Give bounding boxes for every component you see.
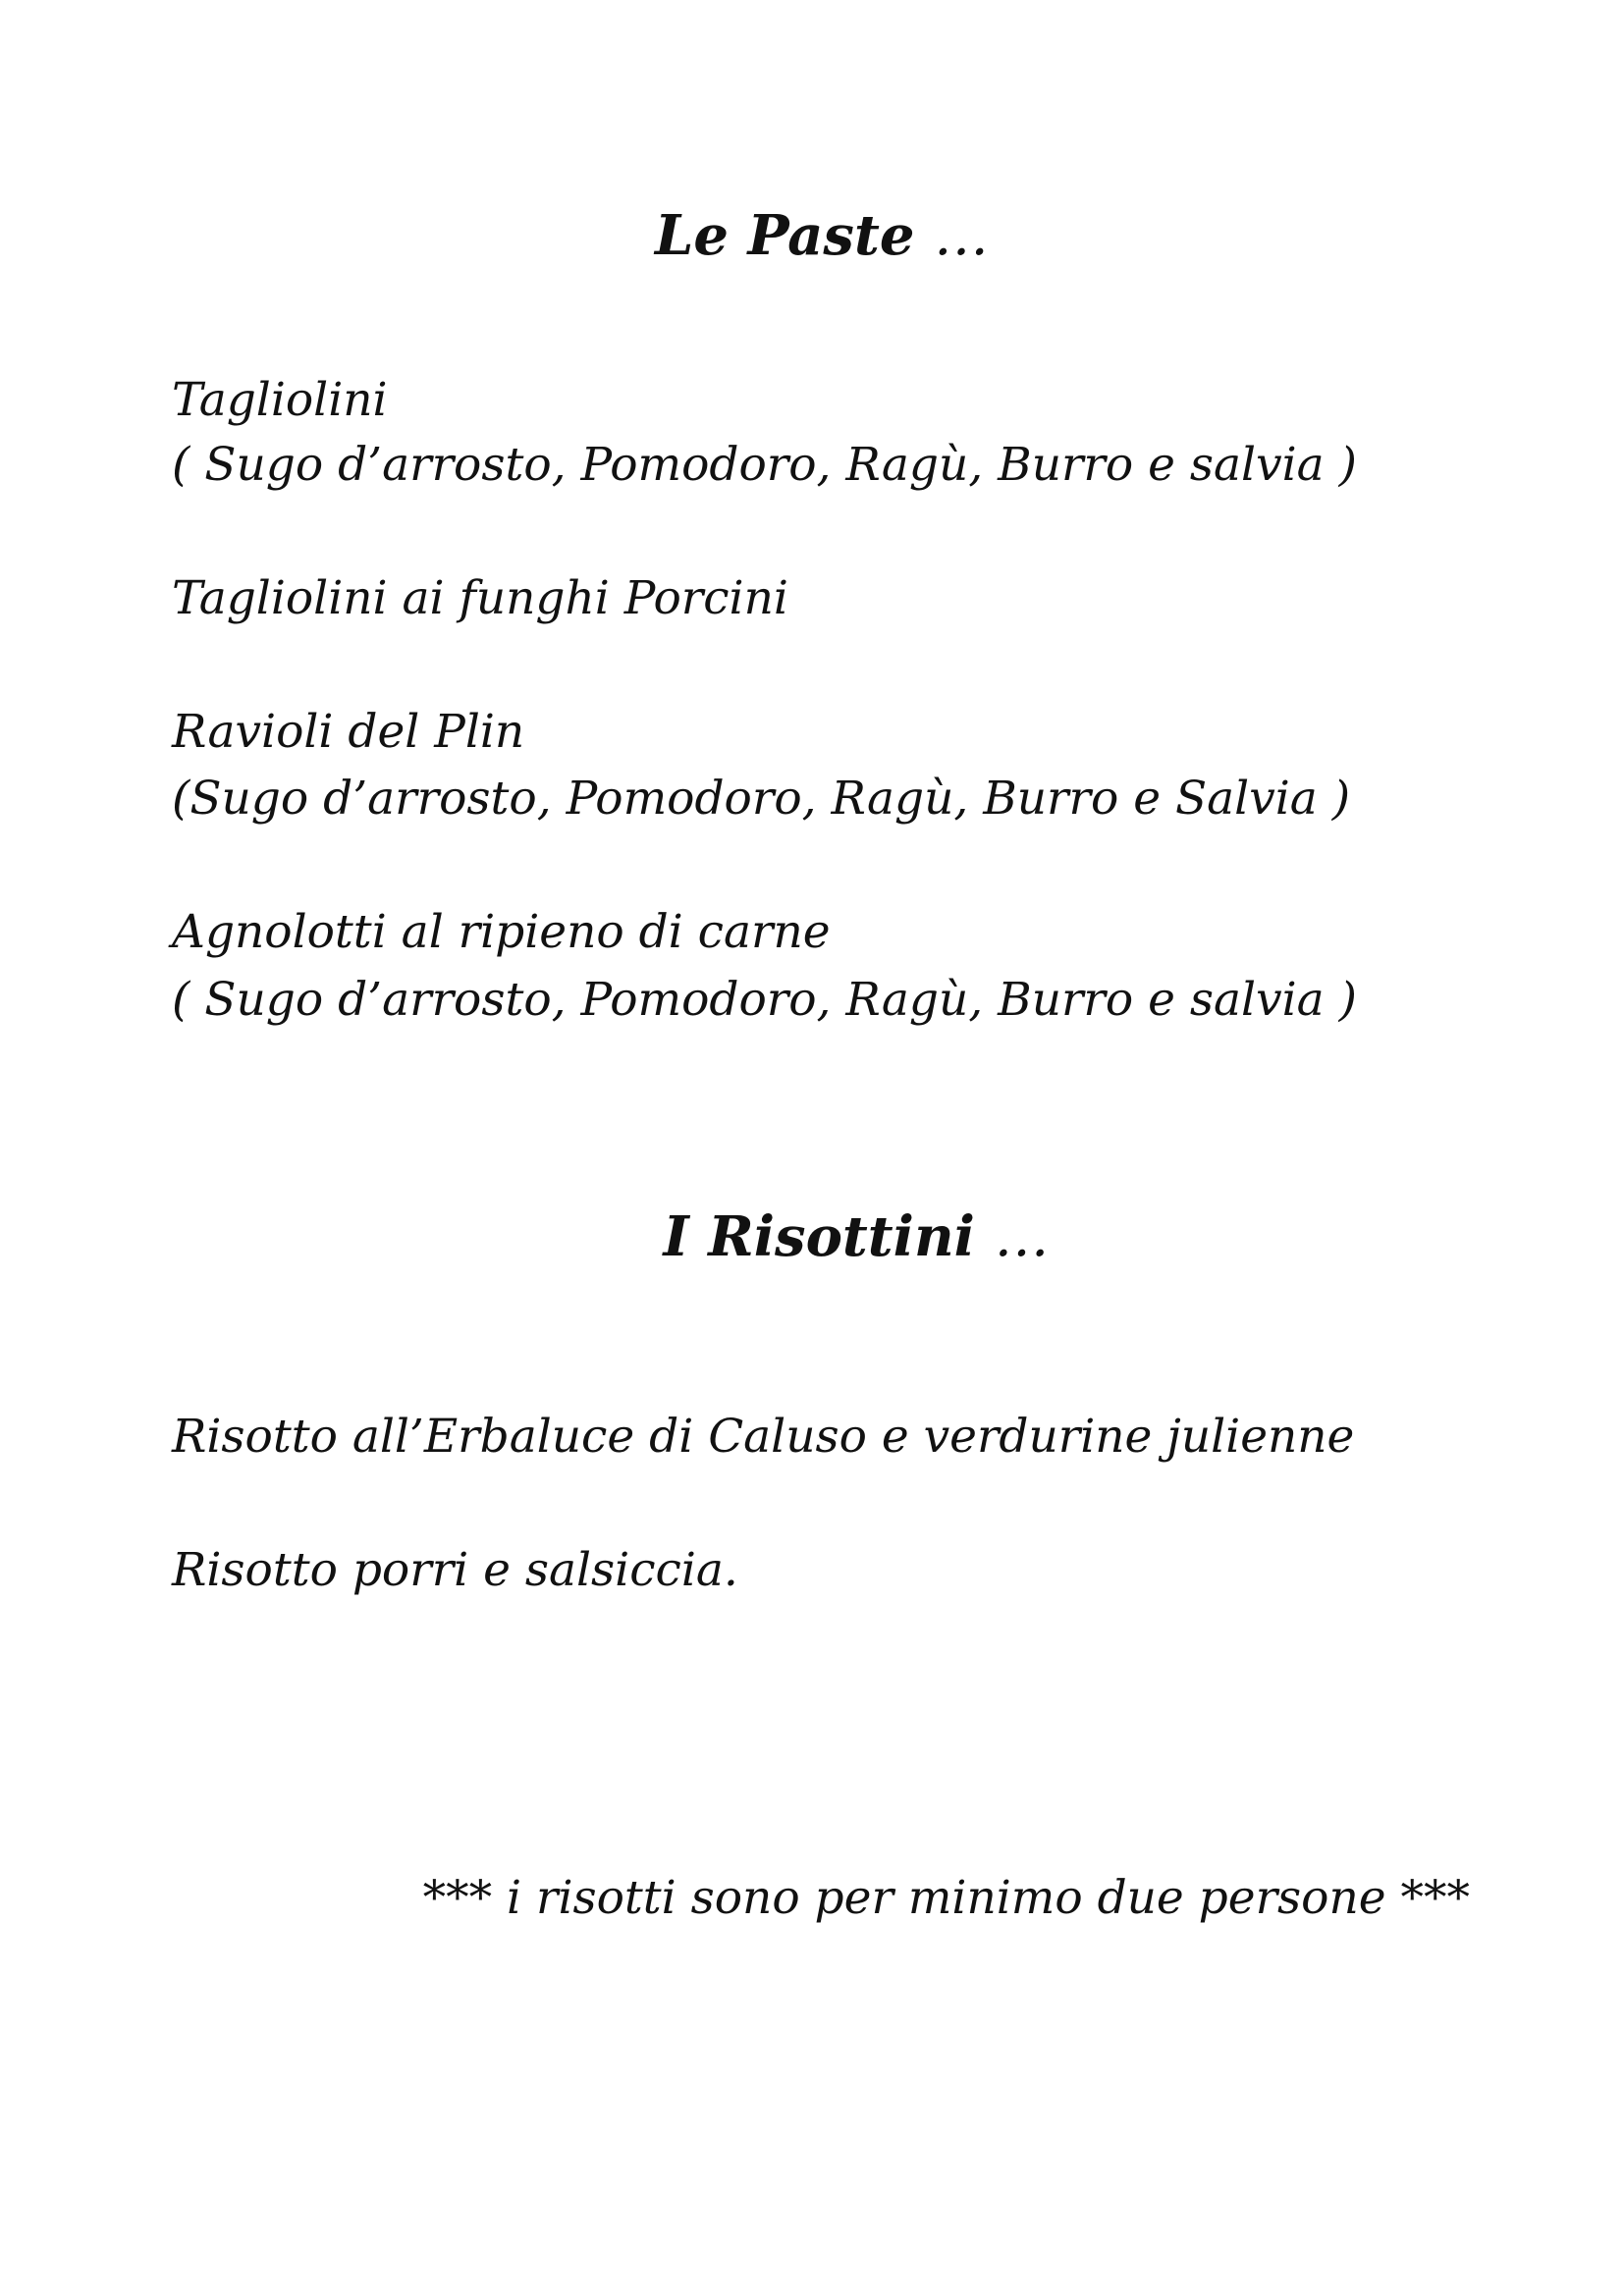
section-heading-risottini — [0, 1204, 1624, 1269]
section-title-ellipsis: … — [933, 204, 989, 268]
section-title-ellipsis: … — [994, 1205, 1050, 1269]
menu-item-name: Tagliolini ai funghi Porcini — [172, 571, 788, 625]
menu-item-detail: (Sugo d’arrosto, Pomodoro, Ragù, Burro e Salvia ) — [172, 772, 1351, 826]
section-heading-paste — [0, 203, 1624, 268]
menu-item-name: Ravioli del Plin — [172, 705, 525, 759]
footer-note: *** i risotti sono per minimo due persone *** — [422, 1871, 1470, 1925]
menu-item-name: Risotto porri e salsiccia. — [172, 1543, 738, 1597]
menu-item-detail: ( Sugo d’arrosto, Pomodoro, Ragù, Burro e salvia ) — [172, 973, 1357, 1027]
menu-item-name: Agnolotti al ripieno di carne — [172, 905, 831, 959]
menu-item-detail: ( Sugo d’arrosto, Pomodoro, Ragù, Burro e salvia ) — [172, 438, 1357, 492]
section-title-risottini: I Risottini — [663, 1204, 975, 1269]
menu-item-name: Risotto all’Erbaluce di Caluso e verdurine julienne — [172, 1410, 1355, 1464]
section-title-paste: Le Paste — [655, 203, 915, 268]
menu-item-name: Tagliolini — [172, 373, 388, 427]
